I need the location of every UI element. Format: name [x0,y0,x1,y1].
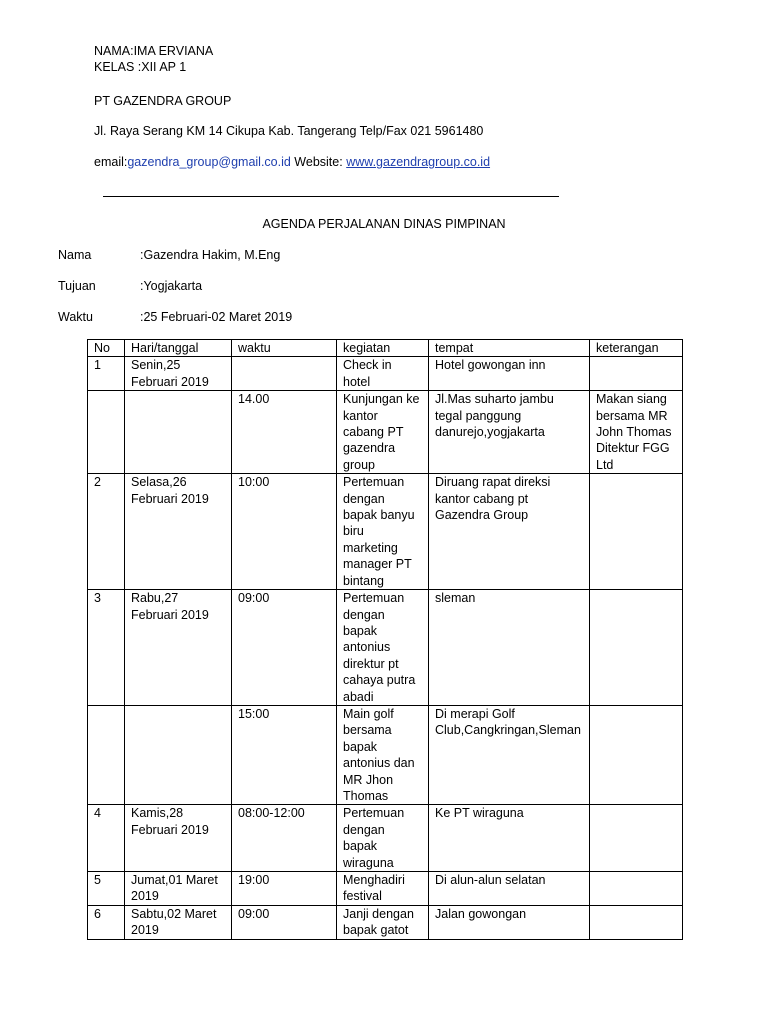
cell-kegiatan: Pertemuan dengan bapak banyu biru marketing manager PT bintang [337,474,429,590]
email-value: gazendra_group@gmail.co.id [127,155,291,169]
cell-waktu: 14.00 [232,391,337,474]
table-row [88,357,683,391]
cell-kegiatan: Menghadiri festival [337,872,429,906]
cell-no: 2 [88,474,125,590]
waktu-label: Waktu [58,310,93,324]
cell-tempat: sleman [429,590,590,706]
cell-kegiatan: Janji dengan bapak gatot [337,905,429,939]
cell-tempat: Hotel gowongan inn [429,357,590,391]
cell-kegiatan: Kunjungan ke kantor cabang PT gazendra group [337,391,429,474]
cell-waktu: 15:00 [232,705,337,804]
col-header-no: No [88,340,125,357]
contact-line [94,154,490,170]
email-label: email: [94,155,128,169]
cell-keterangan [590,872,683,906]
cell-waktu [232,357,337,391]
cell-kegiatan: Check in hotel [337,357,429,391]
cell-waktu: 09:00 [232,905,337,939]
col-header-hari: Hari/tanggal [125,340,232,357]
table-row [88,905,683,939]
cell-waktu: 08:00-12:00 [232,805,337,872]
agenda-table [87,339,683,940]
cell-keterangan [590,805,683,872]
cell-kegiatan: Main golf bersama bapak antonius dan MR Jhon Thomas [337,705,429,804]
cell-tempat: Di alun-alun selatan [429,872,590,906]
col-header-tempat: tempat [429,340,590,357]
col-header-keterangan: keterangan [590,340,683,357]
cell-no: 1 [88,357,125,391]
cell-no: 3 [88,590,125,706]
table-row [88,391,683,474]
cell-kegiatan: Pertemuan dengan bapak antonius direktur pt cahaya putra abadi [337,590,429,706]
cell-tempat: Di merapi Golf Club,Cangkringan,Sleman [429,705,590,804]
company-address: Jl. Raya Serang KM 14 Cikupa Kab. Tangerang Telp/Fax 021 5961480 [94,124,484,138]
cell-keterangan [590,705,683,804]
student-class: KELAS :XII AP 1 [94,60,187,74]
cell-keterangan [590,905,683,939]
cell-tempat: Jalan gowongan [429,905,590,939]
cell-keterangan [590,357,683,391]
col-header-waktu: waktu [232,340,337,357]
cell-no: 5 [88,872,125,906]
table-row [88,474,683,590]
cell-keterangan: Makan siang bersama MR John Thomas Ditektur FGG Ltd [590,391,683,474]
cell-waktu: 09:00 [232,590,337,706]
cell-tempat: Jl.Mas suharto jambu tegal panggung danurejo,yogjakarta [429,391,590,474]
nama-label: Nama [58,248,92,262]
cell-no [88,705,125,804]
cell-tempat: Diruang rapat direksi kantor cabang pt Gazendra Group [429,474,590,590]
col-header-kegiatan: kegiatan [337,340,429,357]
table-row [88,872,683,906]
cell-hari [125,391,232,474]
cell-hari: Kamis,28 Februari 2019 [125,805,232,872]
cell-hari: Rabu,27 Februari 2019 [125,590,232,706]
table-row [88,805,683,872]
cell-hari: Sabtu,02 Maret 2019 [125,905,232,939]
tujuan-label: Tujuan [58,279,96,293]
cell-kegiatan: Pertemuan dengan bapak wiraguna [337,805,429,872]
cell-hari: Jumat,01 Maret 2019 [125,872,232,906]
cell-no: 6 [88,905,125,939]
nama-value: :Gazendra Hakim, M.Eng [140,248,281,262]
table-header-row [88,340,683,357]
cell-waktu: 10:00 [232,474,337,590]
cell-hari: Senin,25 Februari 2019 [125,357,232,391]
cell-waktu: 19:00 [232,872,337,906]
website-link[interactable]: www.gazendragroup.co.id [346,155,491,169]
company-name: PT GAZENDRA GROUP [94,94,232,108]
cell-hari: Selasa,26 Februari 2019 [125,474,232,590]
cell-no: 4 [88,805,125,872]
tujuan-value: :Yogjakarta [140,279,203,293]
website-label: Website: [290,155,347,169]
table-row [88,705,683,804]
student-name: NAMA:IMA ERVIANA [94,44,214,58]
cell-hari [125,705,232,804]
table-row [88,590,683,706]
cell-keterangan [590,590,683,706]
cell-no [88,391,125,474]
waktu-value: :25 Februari-02 Maret 2019 [140,310,293,324]
cell-keterangan [590,474,683,590]
divider [103,196,559,197]
page-title: AGENDA PERJALANAN DINAS PIMPINAN [262,217,506,231]
cell-tempat: Ke PT wiraguna [429,805,590,872]
